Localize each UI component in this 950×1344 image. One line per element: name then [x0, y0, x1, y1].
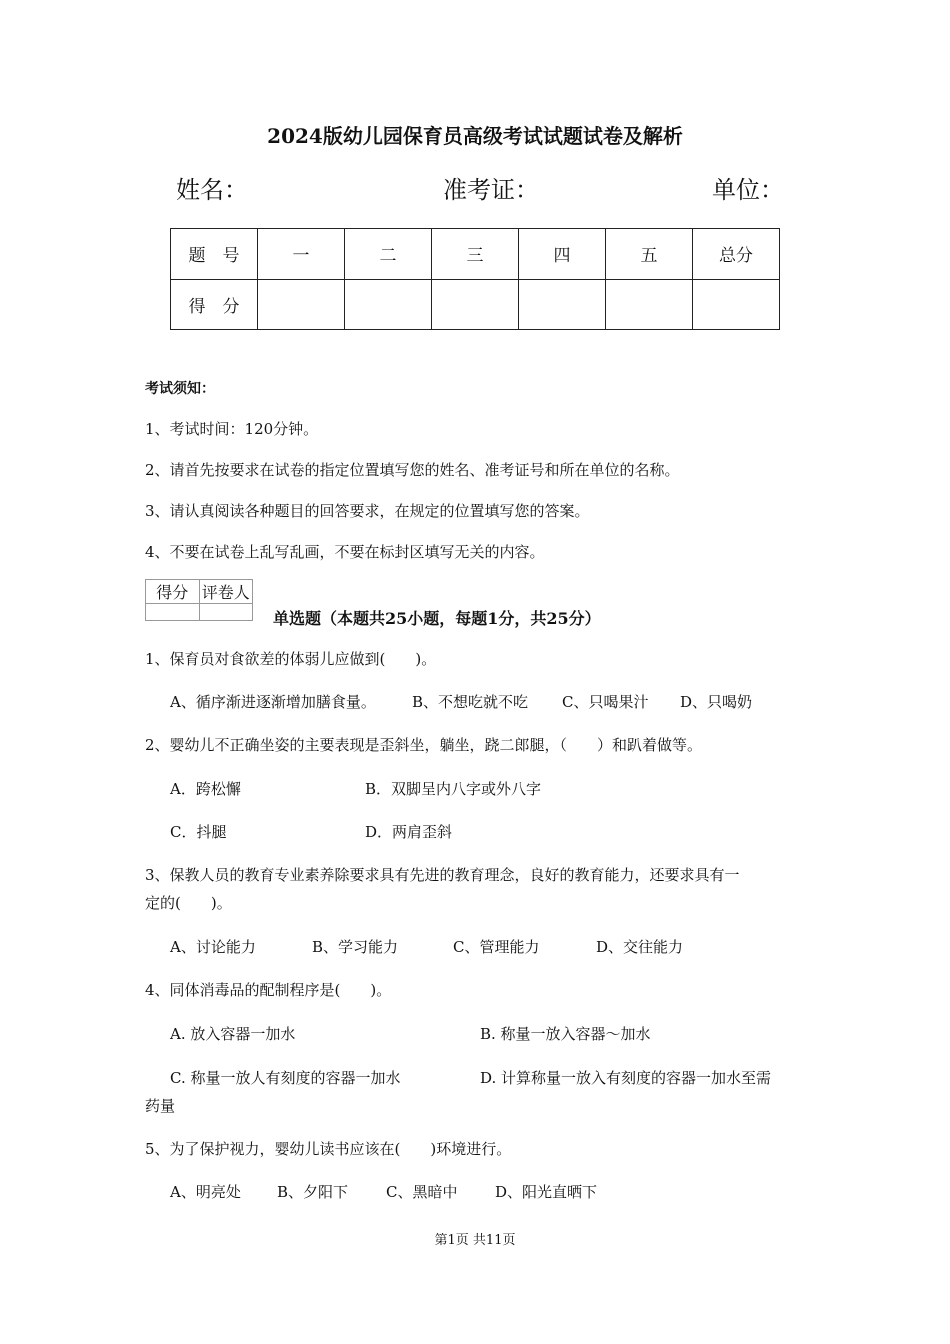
notice-heading: 考试须知：	[145, 381, 215, 397]
column-header: 三	[432, 229, 519, 280]
option-continuation: 药量	[145, 1097, 176, 1115]
section-title: 单选题（本题共25小题，每题1分，共25分）	[273, 609, 601, 628]
option[interactable]: B．双脚呈内八字或外八字	[365, 780, 542, 798]
question-stem: 1、保育员对食欲差的体弱儿应做到( )。	[145, 650, 437, 668]
option[interactable]: B、夕阳下	[277, 1183, 349, 1201]
score-cell[interactable]	[519, 279, 606, 330]
option[interactable]: B、学习能力	[312, 938, 399, 956]
option[interactable]: C. 称量一放人有刻度的容器一加水	[170, 1069, 401, 1087]
question-stem: 4、同体消毒品的配制程序是( )。	[145, 981, 392, 999]
score-table-header-row	[171, 229, 780, 280]
score-cell[interactable]	[606, 279, 693, 330]
score-cell[interactable]	[345, 279, 432, 330]
option[interactable]: A、讨论能力	[170, 938, 256, 956]
option[interactable]: A、循序渐进逐渐增加膳食量。	[170, 693, 376, 711]
option[interactable]: A、明亮处	[170, 1183, 241, 1201]
notice-item: 3、请认真阅读各种题目的回答要求，在规定的位置填写您的答案。	[145, 502, 590, 520]
grader-name-cell[interactable]	[199, 604, 253, 621]
option[interactable]: D、只喝奶	[680, 693, 753, 711]
option[interactable]: B. 称量一放入容器～加水	[480, 1025, 651, 1043]
grader-score-cell[interactable]	[146, 604, 200, 621]
score-label: 得 分	[171, 279, 258, 330]
score-table	[170, 228, 780, 330]
name-field-label: 姓名：	[176, 176, 248, 204]
notice-item: 4、不要在试卷上乱写乱画，不要在标封区填写无关的内容。	[145, 543, 545, 561]
column-header: 一	[258, 229, 345, 280]
question-stem: 3、保教人员的教育专业素养除要求具有先进的教育理念，良好的教育能力，还要求具有一	[145, 866, 740, 884]
grader-box	[145, 579, 253, 621]
score-cell[interactable]	[432, 279, 519, 330]
option[interactable]: C、黑暗中	[386, 1183, 458, 1201]
question-stem-continuation: 定的( )。	[145, 894, 232, 912]
grader-name-label: 评卷人	[199, 580, 253, 604]
option[interactable]: C、管理能力	[453, 938, 540, 956]
option[interactable]: A．跨松懈	[170, 780, 241, 798]
option[interactable]: C、只喝果汁	[562, 693, 649, 711]
column-header-total: 总分	[693, 229, 780, 280]
exam-id-field-label: 准考证：	[443, 176, 539, 204]
option[interactable]: D．两肩歪斜	[365, 823, 453, 841]
column-header: 二	[345, 229, 432, 280]
option[interactable]: C．抖腿	[170, 823, 227, 841]
column-header: 四	[519, 229, 606, 280]
unit-field-label: 单位：	[712, 176, 784, 204]
grader-score-label: 得分	[146, 580, 200, 604]
notice-item: 2、请首先按要求在试卷的指定位置填写您的姓名、准考证号和所在单位的名称。	[145, 461, 680, 479]
option[interactable]: A. 放入容器一加水	[170, 1025, 296, 1043]
page-title: 2024版幼儿园保育员高级考试试题试卷及解析	[267, 124, 683, 148]
option[interactable]: B、不想吃就不吃	[412, 693, 529, 711]
option[interactable]: D. 计算称量一放入有刻度的容器一加水至需	[480, 1069, 772, 1087]
score-cell-total[interactable]	[693, 279, 780, 330]
question-number-label: 题 号	[171, 229, 258, 280]
score-table-score-row	[171, 279, 780, 330]
option[interactable]: D、交往能力	[596, 938, 684, 956]
page-footer: 第1页 共11页	[434, 1233, 516, 1248]
notice-item: 1、考试时间：120分钟。	[145, 420, 319, 438]
column-header: 五	[606, 229, 693, 280]
score-cell[interactable]	[258, 279, 345, 330]
option[interactable]: D、阳光直晒下	[495, 1183, 598, 1201]
question-stem: 5、为了保护视力，婴幼儿读书应该在( )环境进行。	[145, 1140, 512, 1158]
question-stem: 2、婴幼儿不正确坐姿的主要表现是歪斜坐，躺坐，跷二郎腿，（ ）和趴着做等。	[145, 736, 703, 754]
